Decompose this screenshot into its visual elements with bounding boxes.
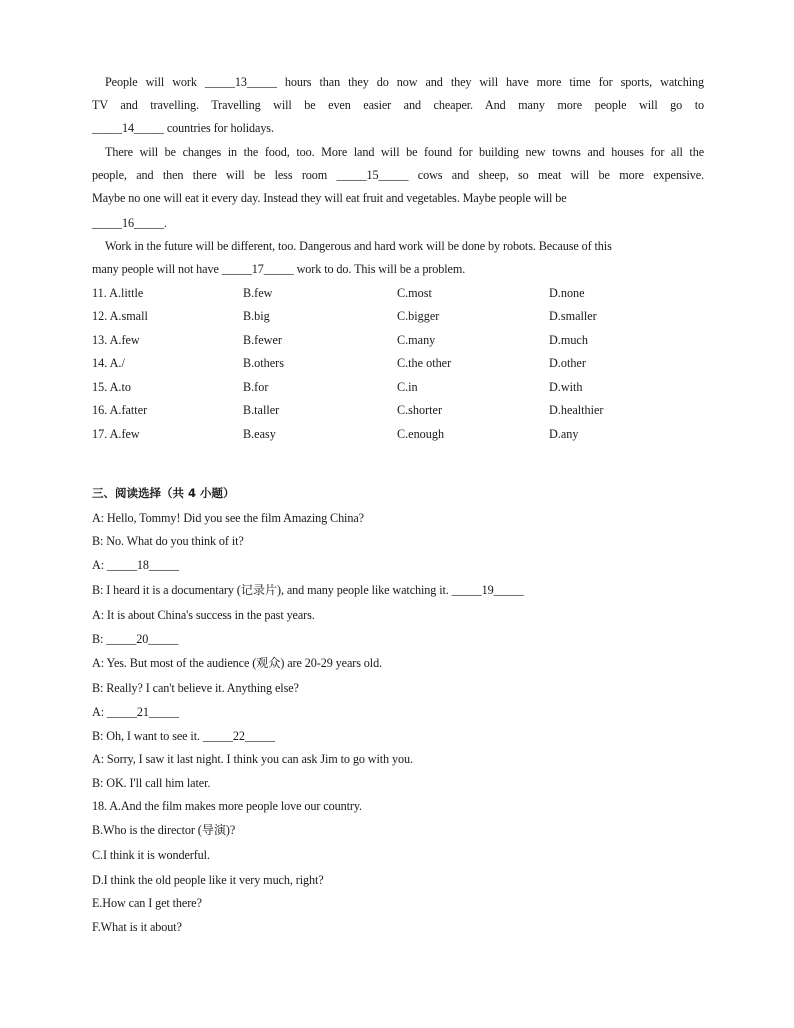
passage-line: People will work _____13_____ hours than they do now and they will have more time for sports, watching	[105, 75, 704, 89]
dialogue-line: B: No. What do you think of it?	[92, 534, 244, 548]
option-b: B.fewer	[243, 333, 282, 347]
option-a: 12. A.small	[92, 309, 148, 323]
option-d: D.any	[549, 427, 579, 441]
option-row	[92, 308, 704, 324]
dialogue-line: B: _____20_____	[92, 632, 179, 646]
option-d: D.with	[549, 380, 583, 394]
dialogue-line: A: _____21_____	[92, 705, 179, 719]
answer-option: B.Who is the director (导演)?	[92, 823, 236, 837]
option-a: 15. A.to	[92, 380, 131, 394]
option-a: 16. A.fatter	[92, 403, 148, 417]
passage-line: people, and then there will be less room _____15_____ cows and sheep, so meat will be more expensive.	[92, 168, 704, 182]
answer-option: C.I think it is wonderful.	[92, 848, 210, 862]
section-heading: 三、阅读选择（共 4 小题）	[92, 486, 235, 500]
passage-line: Work in the future will be different, too. Dangerous and hard work will be done by robots. Because of this	[105, 239, 612, 253]
dialogue-line: A: Hello, Tommy! Did you see the film Amazing China?	[92, 511, 364, 525]
dialogue-line: B: Oh, I want to see it. _____22_____	[92, 729, 275, 743]
option-c: C.bigger	[397, 309, 440, 323]
dialogue-line: A: Yes. But most of the audience (观众) are 20-29 years old.	[92, 656, 383, 670]
option-b: B.for	[243, 380, 269, 394]
answer-option: D.I think the old people like it very much, right?	[92, 873, 324, 887]
option-c: C.shorter	[397, 403, 443, 417]
option-d: D.none	[549, 286, 585, 300]
dialogue-line: A: Sorry, I saw it last night. I think you can ask Jim to go with you.	[92, 752, 413, 766]
passage-line: Maybe no one will eat it every day. Instead they will eat fruit and vegetables. Maybe people will be	[92, 191, 567, 205]
option-c: C.enough	[397, 427, 445, 441]
option-a: 17. A.few	[92, 427, 140, 441]
option-b: B.taller	[243, 403, 280, 417]
option-d: D.healthier	[549, 403, 604, 417]
option-row	[92, 332, 704, 348]
dialogue-line: B: I heard it is a documentary (记录片), and many people like watching it. _____19_____	[92, 583, 524, 597]
option-c: C.many	[397, 333, 436, 347]
option-row	[92, 426, 704, 442]
option-d: D.smaller	[549, 309, 597, 323]
option-d: D.much	[549, 333, 588, 347]
option-c: C.in	[397, 380, 418, 394]
option-c: C.the other	[397, 356, 452, 370]
option-row	[92, 355, 704, 371]
option-row	[92, 402, 704, 418]
option-b: B.big	[243, 309, 270, 323]
answer-option: F.What is it about?	[92, 920, 182, 934]
passage-line: TV and travelling. Travelling will be even easier and cheaper. And many more people will go to	[92, 98, 704, 112]
option-b: B.easy	[243, 427, 276, 441]
dialogue-line: A: _____18_____	[92, 558, 179, 572]
passage-line: many people will not have _____17_____ work to do. This will be a problem.	[92, 262, 466, 276]
option-a: 11. A.little	[92, 286, 144, 300]
option-c: C.most	[397, 286, 432, 300]
dialogue-line: B: Really? I can't believe it. Anything else?	[92, 681, 299, 695]
passage-line: There will be changes in the food, too. More land will be found for building new towns and houses for all the	[105, 145, 704, 159]
option-d: D.other	[549, 356, 586, 370]
answer-option: E.How can I get there?	[92, 896, 202, 910]
option-b: B.few	[243, 286, 273, 300]
dialogue-line: B: OK. I'll call him later.	[92, 776, 211, 790]
answer-option: 18. A.And the film makes more people love our country.	[92, 799, 362, 813]
option-a: 14. A./	[92, 356, 125, 370]
option-row	[92, 379, 704, 395]
option-a: 13. A.few	[92, 333, 140, 347]
passage-line: _____16_____.	[92, 216, 167, 230]
passage-line: _____14_____ countries for holidays.	[92, 121, 274, 135]
option-row	[92, 285, 704, 301]
dialogue-line: A: It is about China's success in the past years.	[92, 608, 315, 622]
option-b: B.others	[243, 356, 284, 370]
